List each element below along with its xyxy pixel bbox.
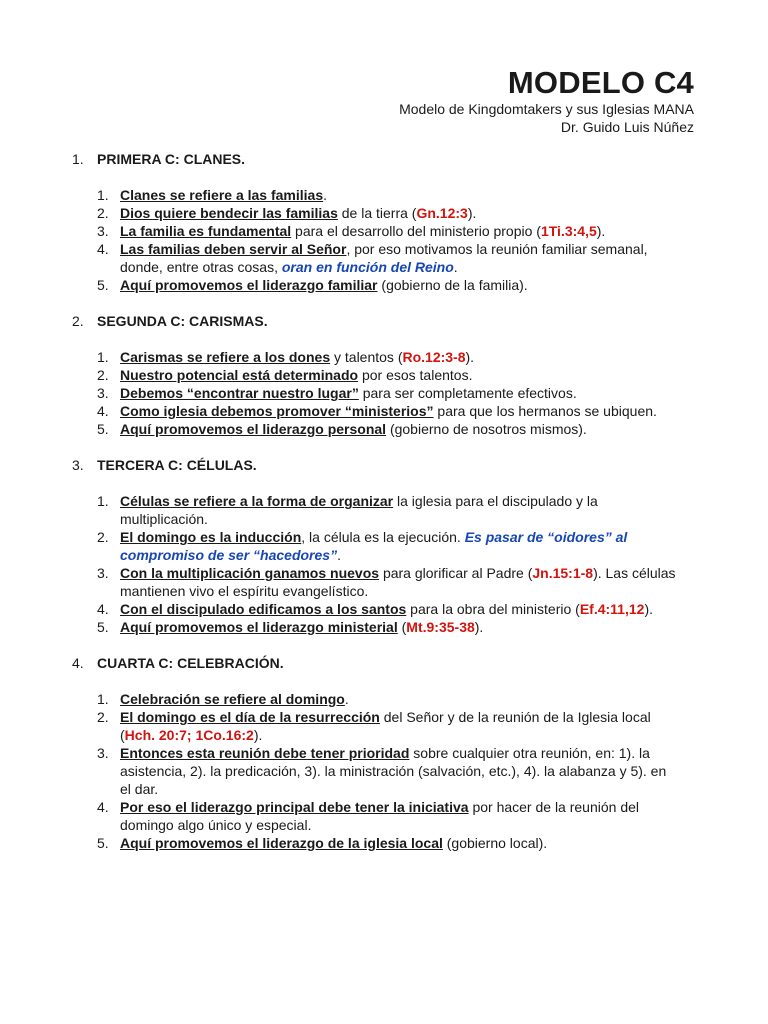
key-phrase: Carismas se refiere a los dones xyxy=(120,349,331,365)
list-item xyxy=(0,276,768,294)
scripture-reference: Ef.4:11,12 xyxy=(579,601,645,617)
body-text: ). xyxy=(474,619,484,635)
item-number: 3. xyxy=(97,745,109,761)
list-item xyxy=(0,240,768,276)
body-text: . xyxy=(337,547,341,563)
body-text: , la célula es la ejecución. xyxy=(301,529,465,545)
body-text: ). xyxy=(644,601,653,617)
item-number: 2. xyxy=(97,709,109,725)
key-phrase: Debemos “encontrar nuestro lugar” xyxy=(120,385,359,401)
body-text: ( xyxy=(397,619,407,635)
body-text: por hacer de la reunión del domingo algo único y especial. xyxy=(120,799,640,833)
document-title: MODELO C4 xyxy=(507,65,694,100)
item-text xyxy=(120,744,678,798)
key-phrase: La familia es fundamental xyxy=(120,223,292,239)
item-text xyxy=(120,222,678,240)
emphasis-text: Es pasar de “oidores” al compromiso de ser “hacedores” xyxy=(120,529,628,563)
item-text xyxy=(120,492,678,528)
key-phrase: Dios quiere bendecir las familias xyxy=(120,205,338,221)
section-spacer xyxy=(0,438,768,456)
item-list xyxy=(0,492,768,636)
item-text xyxy=(120,618,678,636)
body-text: ). Las células mantienen vivo el espíritu evangelístico. xyxy=(120,565,676,599)
list-item xyxy=(0,384,768,402)
item-number: 4. xyxy=(97,799,109,815)
document-body xyxy=(0,150,768,852)
item-number: 1. xyxy=(97,691,109,707)
scripture-reference: Gn.12:3 xyxy=(416,205,468,221)
body-text: para ser completamente efectivos. xyxy=(358,385,577,401)
item-number: 5. xyxy=(97,835,109,851)
item-number: 4. xyxy=(97,241,109,257)
body-text: y talentos ( xyxy=(330,349,403,365)
section-heading xyxy=(0,312,768,330)
item-text xyxy=(120,834,678,852)
list-item xyxy=(0,744,768,798)
document-author: Dr. Guido Luis Núñez xyxy=(560,119,694,135)
item-number: 1. xyxy=(97,493,109,509)
section-spacer xyxy=(0,294,768,312)
scripture-reference: Jn.15:1-8 xyxy=(532,565,594,581)
item-text xyxy=(120,600,678,618)
scripture-reference: Mt.9:35-38 xyxy=(406,619,475,635)
section-heading xyxy=(0,456,768,474)
item-number: 2. xyxy=(97,529,109,545)
section-heading xyxy=(0,150,768,168)
list-item xyxy=(0,204,768,222)
key-phrase: Aquí promovemos el liderazgo familiar xyxy=(120,277,378,293)
item-list xyxy=(0,348,768,438)
key-phrase: Las familias deben servir al Señor xyxy=(120,241,347,257)
body-text: ). xyxy=(253,727,263,743)
item-text xyxy=(120,366,678,384)
body-text: . xyxy=(453,259,458,275)
item-text xyxy=(120,690,678,708)
section-title: PRIMERA C: CLANES. xyxy=(97,151,246,167)
item-text xyxy=(120,384,678,402)
item-text xyxy=(120,240,678,276)
item-number: 2. xyxy=(97,205,109,221)
item-text xyxy=(120,402,678,420)
scripture-reference: Hch. 20:7; 1Co.16:2 xyxy=(124,727,254,743)
key-phrase: Por eso el liderazgo principal debe tener la iniciativa xyxy=(120,799,469,815)
key-phrase: Con el discipulado edificamos a los santos xyxy=(120,601,407,617)
list-item xyxy=(0,528,768,564)
list-item xyxy=(0,366,768,384)
key-phrase: Aquí promovemos el liderazgo ministerial xyxy=(120,619,398,635)
section-number: 3. xyxy=(72,457,84,473)
item-number: 3. xyxy=(97,223,109,239)
body-text: para la obra del ministerio ( xyxy=(406,601,580,617)
key-phrase: El domingo es la inducción xyxy=(120,529,302,545)
emphasis-text: oran en función del Reino xyxy=(281,259,454,275)
body-text: (gobierno de la familia). xyxy=(377,277,528,293)
item-number: 2. xyxy=(97,367,109,383)
key-phrase: Células se refiere a la forma de organizar xyxy=(120,493,394,509)
body-text: . xyxy=(344,691,349,707)
body-text: ). xyxy=(596,223,606,239)
section xyxy=(0,312,768,438)
list-item xyxy=(0,222,768,240)
item-text xyxy=(120,348,678,366)
item-text xyxy=(120,204,678,222)
list-item xyxy=(0,708,768,744)
item-text xyxy=(120,564,678,600)
body-text: . xyxy=(323,187,328,203)
item-number: 5. xyxy=(97,619,109,635)
section-title: TERCERA C: CÉLULAS. xyxy=(97,457,257,473)
item-number: 1. xyxy=(97,187,109,203)
body-text: sobre cualquier otra reunión, en: 1). la asistencia, 2). la predicación, 3). la ministración (salvación, etc.), 4). la alabanza y 5). en el dar. xyxy=(120,745,667,797)
item-number: 5. xyxy=(97,277,109,293)
section-heading xyxy=(0,654,768,672)
item-number: 4. xyxy=(97,601,109,617)
body-text: ). xyxy=(465,349,475,365)
list-item xyxy=(0,186,768,204)
list-item xyxy=(0,600,768,618)
key-phrase: Con la multiplicación ganamos nuevos xyxy=(120,565,380,581)
key-phrase: Nuestro potencial está determinado xyxy=(120,367,359,383)
document-header xyxy=(399,66,694,136)
section-number: 2. xyxy=(72,313,84,329)
list-item xyxy=(0,834,768,852)
list-item xyxy=(0,564,768,600)
section-title: SEGUNDA C: CARISMAS. xyxy=(97,313,268,329)
body-text: ). xyxy=(467,205,477,221)
item-number: 4. xyxy=(97,403,109,419)
section-number: 4. xyxy=(72,655,84,671)
section-spacer xyxy=(0,636,768,654)
item-text xyxy=(120,186,678,204)
list-item xyxy=(0,420,768,438)
item-text xyxy=(120,528,678,564)
body-text: , por eso motivamos la reunión familiar semanal, donde, entre otras cosas, xyxy=(120,241,648,275)
list-item xyxy=(0,402,768,420)
item-text xyxy=(120,420,678,438)
list-item xyxy=(0,492,768,528)
key-phrase: Entonces esta reunión debe tener prioridad xyxy=(120,745,410,761)
body-text: para el desarrollo del ministerio propio ( xyxy=(291,223,541,239)
section xyxy=(0,654,768,852)
item-number: 1. xyxy=(97,349,109,365)
body-text: del Señor y de la reunión de la Iglesia local ( xyxy=(120,709,651,743)
list-item xyxy=(0,690,768,708)
body-text: la iglesia para el discipulado y la multiplicación. xyxy=(120,493,598,527)
body-text: (gobierno de nosotros mismos). xyxy=(386,421,587,437)
key-phrase: Aquí promovemos el liderazgo de la iglesia local xyxy=(120,835,443,851)
key-phrase: El domingo es el día de la resurrección xyxy=(120,709,380,725)
body-text: por esos talentos. xyxy=(358,367,473,383)
item-number: 3. xyxy=(97,385,109,401)
list-item xyxy=(0,618,768,636)
body-text: de la tierra ( xyxy=(337,205,417,221)
body-text: para que los hermanos se ubiquen. xyxy=(433,403,657,419)
document-subtitle: Modelo de Kingdomtakers y sus Iglesias MANA xyxy=(399,101,694,117)
item-text xyxy=(120,708,678,744)
section xyxy=(0,456,768,636)
list-item xyxy=(0,348,768,366)
scripture-reference: Ro.12:3-8 xyxy=(402,349,466,365)
key-phrase: Aquí promovemos el liderazgo personal xyxy=(120,421,387,437)
item-list xyxy=(0,690,768,852)
body-text: (gobierno local). xyxy=(442,835,548,851)
list-item xyxy=(0,798,768,834)
item-number: 5. xyxy=(97,421,109,437)
section-number: 1. xyxy=(72,151,84,167)
item-number: 3. xyxy=(97,565,109,581)
item-text xyxy=(120,798,678,834)
key-phrase: Como iglesia debemos promover “ministerios” xyxy=(120,403,434,419)
item-text xyxy=(120,276,678,294)
scripture-reference: 1Ti.3:4,5 xyxy=(540,223,597,239)
body-text: para glorificar al Padre ( xyxy=(379,565,533,581)
item-list xyxy=(0,186,768,294)
key-phrase: Clanes se refiere a las familias xyxy=(120,187,324,203)
key-phrase: Celebración se refiere al domingo xyxy=(120,691,345,707)
section xyxy=(0,150,768,294)
section-title: CUARTA C: CELEBRACIÓN. xyxy=(97,655,284,671)
